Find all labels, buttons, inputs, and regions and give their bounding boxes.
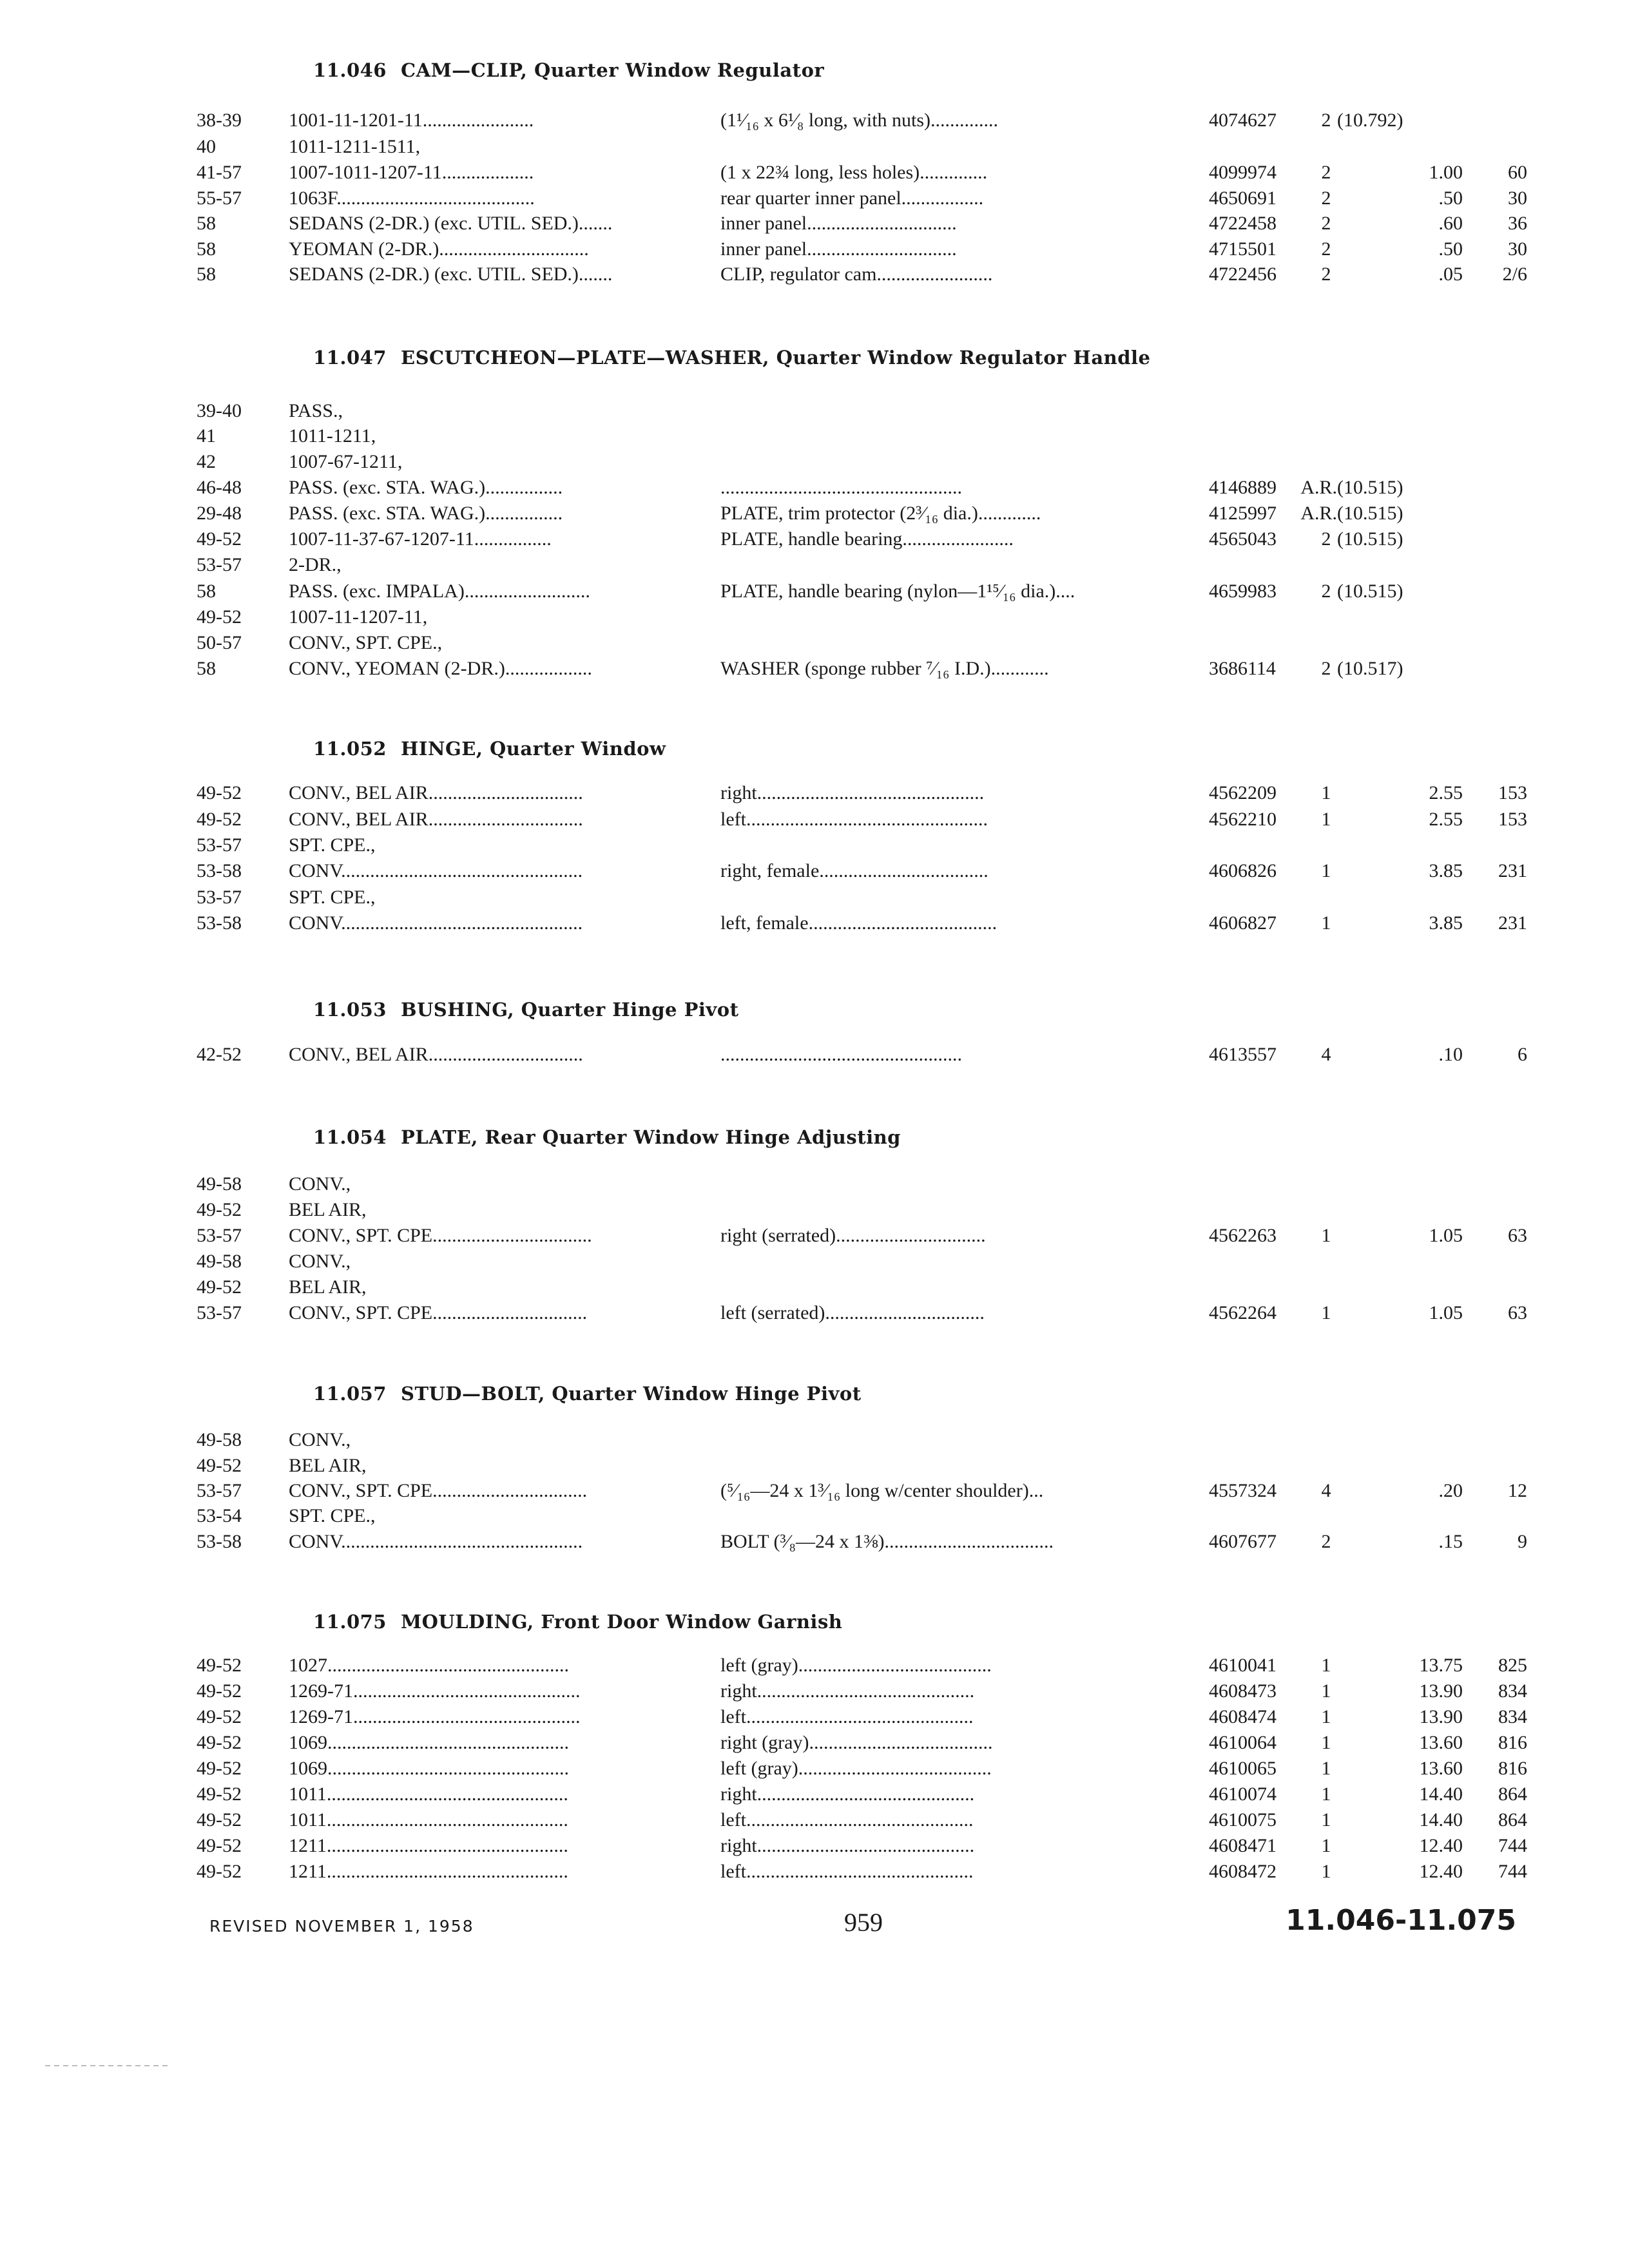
quantity-value: 1 [1321, 1835, 1331, 1856]
part-number: 4608471 [1209, 1835, 1277, 1856]
part-description: right, female................................... [720, 860, 988, 881]
section-heading [313, 1383, 862, 1405]
part-number: 4610075 [1209, 1809, 1277, 1831]
model-description: 1011-1211, [289, 425, 376, 447]
bulk-price: 825 [1498, 1655, 1527, 1676]
part-description: left (serrated)................................. [720, 1302, 985, 1323]
model-description: SPT. CPE., [289, 1505, 376, 1526]
catalog-row [0, 1782, 1629, 1807]
model-description: 1011-1211-1511, [289, 136, 421, 157]
model-description: CONV., SPT. CPE................................ [289, 1480, 588, 1501]
part-number: 4562264 [1209, 1302, 1277, 1323]
catalog-row [0, 1171, 1629, 1197]
quantity-value: 2 [1321, 187, 1331, 209]
list-price: 3.85 [1429, 860, 1463, 881]
model-year: 49-52 [197, 1732, 242, 1753]
section-number: 11.046 [313, 59, 387, 81]
model-year: 53-57 [197, 1225, 242, 1246]
model-year: 50-57 [197, 632, 242, 653]
catalog-row [0, 526, 1629, 552]
model-description: 1069.................................................. [289, 1758, 569, 1779]
section-heading [313, 1126, 901, 1148]
part-number: 4610041 [1209, 1655, 1277, 1676]
model-description: CONV.................................................. [289, 860, 583, 881]
model-year: 53-57 [197, 834, 242, 856]
model-description: 1007-11-1207-11, [289, 606, 428, 628]
section-range: 11.046-11.075 [1286, 1904, 1516, 1937]
part-number: 4613557 [1209, 1044, 1277, 1065]
catalog-row [0, 1274, 1629, 1300]
quantity-value: 1 [1321, 1225, 1331, 1246]
part-number: 4608472 [1209, 1861, 1277, 1882]
list-price: .10 [1438, 1044, 1463, 1065]
section-number: 11.057 [313, 1383, 387, 1405]
reference-group: (10.517) [1337, 658, 1403, 679]
part-number: 4607677 [1209, 1531, 1277, 1552]
catalog-row [0, 1756, 1629, 1782]
catalog-row [0, 1704, 1629, 1730]
model-description: PASS. (exc. STA. WAG.)................ [289, 477, 563, 498]
model-year: 58 [197, 658, 216, 679]
quantity-value: A.R. [1300, 503, 1338, 524]
quantity-value: 1 [1321, 782, 1331, 803]
catalog-row [0, 1300, 1629, 1326]
list-price: 14.40 [1419, 1783, 1463, 1805]
model-year: 49-52 [197, 1835, 242, 1856]
catalog-row [0, 630, 1629, 656]
catalog-row [0, 579, 1629, 604]
reference-group: (10.792) [1337, 110, 1403, 131]
catalog-row [0, 236, 1629, 262]
model-description: SPT. CPE., [289, 834, 376, 856]
part-description: right............................................... [720, 782, 985, 803]
model-year: 42 [197, 451, 216, 472]
part-description: BOLT (³⁄₈—24 x 1⅜)................................... [720, 1531, 1054, 1552]
model-description: CONV., SPT. CPE................................ [289, 1302, 588, 1323]
model-year: 46-48 [197, 477, 242, 498]
model-year: 38-39 [197, 110, 242, 131]
bulk-price: 30 [1508, 187, 1527, 209]
section-heading [313, 999, 739, 1021]
model-year: 53-57 [197, 1480, 242, 1501]
model-description: PASS. (exc. STA. WAG.)................ [289, 503, 563, 524]
catalog-row [0, 262, 1629, 287]
catalog-row [0, 1653, 1629, 1678]
model-description: SEDANS (2-DR.) (exc. UTIL. SED.)....... [289, 213, 613, 234]
list-price: 13.60 [1419, 1758, 1463, 1779]
list-price: 12.40 [1419, 1835, 1463, 1856]
revision-date: REVISED NOVEMBER 1, 1958 [209, 1917, 474, 1936]
model-description: 1069.................................................. [289, 1732, 569, 1753]
bulk-price: 834 [1498, 1680, 1527, 1702]
part-description: inner panel............................... [720, 213, 957, 234]
model-year: 49-52 [197, 1199, 242, 1220]
list-price: 2.55 [1429, 809, 1463, 830]
catalog-row [0, 475, 1629, 501]
bulk-price: 63 [1508, 1225, 1527, 1246]
bulk-price: 231 [1498, 860, 1527, 881]
list-price: 1.00 [1429, 162, 1463, 183]
model-year: 49-52 [197, 1758, 242, 1779]
model-year: 53-57 [197, 887, 242, 908]
model-year: 49-52 [197, 1706, 242, 1727]
model-description: PASS., [289, 400, 343, 421]
catalog-row [0, 449, 1629, 475]
model-year: 49-52 [197, 606, 242, 628]
quantity-value: 1 [1321, 912, 1331, 934]
model-description: CONV., SPT. CPE., [289, 632, 443, 653]
bulk-price: 744 [1498, 1861, 1527, 1882]
catalog-row [0, 1042, 1629, 1068]
model-description: 1211.................................................. [289, 1861, 568, 1882]
model-description: SPT. CPE., [289, 887, 376, 908]
model-year: 49-52 [197, 782, 242, 803]
catalog-row [0, 1249, 1629, 1274]
model-description: 1269-71............................................... [289, 1706, 581, 1727]
catalog-row [0, 780, 1629, 806]
model-description: 1007-67-1211, [289, 451, 403, 472]
part-description: PLATE, trim protector (2³⁄₁₆ dia.)............. [720, 503, 1041, 524]
model-year: 49-52 [197, 1655, 242, 1676]
model-description: 1211.................................................. [289, 1835, 568, 1856]
section-title: BUSHING, Quarter Hinge Pivot [401, 999, 739, 1021]
quantity-value: 2 [1321, 162, 1331, 183]
list-price: 1.05 [1429, 1225, 1463, 1246]
quantity-value: 1 [1321, 1732, 1331, 1753]
page-number: 959 [844, 1908, 883, 1937]
model-year: 53-54 [197, 1505, 242, 1526]
part-description: right............................................. [720, 1680, 975, 1702]
part-description: PLATE, handle bearing....................... [720, 528, 1014, 550]
list-price: 13.90 [1419, 1706, 1463, 1727]
part-description: (1¹⁄₁₆ x 6¹⁄₈ long, with nuts).............. [720, 110, 999, 131]
part-number: 4099974 [1209, 162, 1277, 183]
quantity-value: 4 [1321, 1480, 1331, 1501]
part-description: inner panel............................... [720, 238, 957, 260]
quantity-value: 1 [1321, 1809, 1331, 1831]
list-price: 2.55 [1429, 782, 1463, 803]
quantity-value: 1 [1321, 1758, 1331, 1779]
bulk-price: 9 [1518, 1531, 1527, 1552]
part-description: left (gray)........................................ [720, 1758, 992, 1779]
part-description: left............................................... [720, 1706, 974, 1727]
model-year: 49-52 [197, 809, 242, 830]
catalog-row [0, 1223, 1629, 1249]
list-price: .50 [1438, 187, 1463, 209]
part-description: .................................................. [720, 1044, 962, 1065]
part-description: left.................................................. [720, 809, 988, 830]
bulk-price: 816 [1498, 1732, 1527, 1753]
model-description: 1011.................................................. [289, 1783, 568, 1805]
model-year: 41-57 [197, 162, 242, 183]
bulk-price: 63 [1508, 1302, 1527, 1323]
model-year: 42-52 [197, 1044, 242, 1065]
catalog-row [0, 656, 1629, 682]
catalog-row [0, 552, 1629, 578]
quantity-value: 1 [1321, 860, 1331, 881]
section-title: CAM—CLIP, Quarter Window Regulator [401, 59, 825, 81]
part-description: WASHER (sponge rubber ⁷⁄₁₆ I.D.)............ [720, 658, 1049, 679]
quantity-value: 2 [1321, 528, 1331, 550]
section-title: MOULDING, Front Door Window Garnish [401, 1611, 843, 1633]
catalog-row [0, 910, 1629, 936]
quantity-value: A.R. [1300, 477, 1338, 498]
model-year: 39-40 [197, 400, 242, 421]
bulk-price: 864 [1498, 1809, 1527, 1831]
part-description: .................................................. [720, 477, 962, 498]
model-year: 53-58 [197, 912, 242, 934]
bulk-price: 2/6 [1502, 264, 1527, 285]
list-price: 12.40 [1419, 1861, 1463, 1882]
part-description: left, female....................................... [720, 912, 998, 934]
reference-group: (10.515) [1337, 503, 1403, 524]
model-year: 40 [197, 136, 216, 157]
quantity-value: 1 [1321, 1861, 1331, 1882]
section-number: 11.075 [313, 1611, 387, 1633]
section-title: HINGE, Quarter Window [401, 738, 666, 760]
catalog-row [0, 398, 1629, 424]
bulk-price: 30 [1508, 238, 1527, 260]
bulk-price: 834 [1498, 1706, 1527, 1727]
model-description: 1007-11-37-67-1207-11................ [289, 528, 552, 550]
quantity-value: 1 [1321, 1706, 1331, 1727]
reference-group: (10.515) [1337, 477, 1403, 498]
catalog-row [0, 160, 1629, 186]
section-heading [313, 738, 666, 760]
part-number: 4608474 [1209, 1706, 1277, 1727]
model-description: CONV.................................................. [289, 912, 583, 934]
section-number: 11.047 [313, 347, 387, 369]
catalog-row [0, 501, 1629, 526]
part-number: 4608473 [1209, 1680, 1277, 1702]
catalog-row [0, 1833, 1629, 1859]
catalog-row [0, 1197, 1629, 1223]
section-title: PLATE, Rear Quarter Window Hinge Adjusting [401, 1126, 901, 1148]
list-price: 3.85 [1429, 912, 1463, 934]
model-description: 1027.................................................. [289, 1655, 569, 1676]
part-number: 4125997 [1209, 503, 1277, 524]
quantity-value: 2 [1321, 238, 1331, 260]
part-description: CLIP, regulator cam........................ [720, 264, 993, 285]
model-description: CONV., BEL AIR................................ [289, 782, 583, 803]
part-number: 4715501 [1209, 238, 1277, 260]
section-title: STUD—BOLT, Quarter Window Hinge Pivot [401, 1383, 862, 1405]
section-number: 11.052 [313, 738, 387, 760]
model-description: CONV., [289, 1173, 351, 1195]
catalog-row [0, 211, 1629, 236]
model-year: 49-52 [197, 1455, 242, 1476]
section-number: 11.053 [313, 999, 387, 1021]
part-number: 4146889 [1209, 477, 1277, 498]
model-description: CONV., BEL AIR................................ [289, 809, 583, 830]
list-price: .15 [1438, 1531, 1463, 1552]
quantity-value: 1 [1321, 1783, 1331, 1805]
catalog-row [0, 807, 1629, 832]
section-heading [313, 59, 824, 81]
part-description: right............................................. [720, 1835, 975, 1856]
bulk-price: 744 [1498, 1835, 1527, 1856]
model-description: BEL AIR, [289, 1455, 367, 1476]
catalog-row [0, 1859, 1629, 1885]
model-description: BEL AIR, [289, 1276, 367, 1298]
catalog-row [0, 1730, 1629, 1756]
part-number: 4610074 [1209, 1783, 1277, 1805]
part-number: 4606826 [1209, 860, 1277, 881]
section-title: ESCUTCHEON—PLATE—WASHER, Quarter Window Regulator Handle [401, 347, 1151, 369]
part-description: right (serrated)............................... [720, 1225, 986, 1246]
part-number: 4722456 [1209, 264, 1277, 285]
quantity-value: 2 [1321, 1531, 1331, 1552]
catalog-row [0, 1478, 1629, 1504]
model-year: 41 [197, 425, 216, 447]
section-number: 11.054 [313, 1126, 387, 1148]
quantity-value: 2 [1321, 264, 1331, 285]
list-price: 13.60 [1419, 1732, 1463, 1753]
bulk-price: 12 [1508, 1480, 1527, 1501]
bulk-price: 231 [1498, 912, 1527, 934]
model-description: CONV., YEOMAN (2-DR.).................. [289, 658, 592, 679]
quantity-value: 2 [1321, 213, 1331, 234]
part-number: 4606827 [1209, 912, 1277, 934]
part-number: 4562210 [1209, 809, 1277, 830]
catalog-row [0, 1529, 1629, 1555]
part-description: PLATE, handle bearing (nylon—1¹⁵⁄₁₆ dia.).... [720, 581, 1075, 602]
quantity-value: 1 [1321, 1655, 1331, 1676]
model-year: 58 [197, 264, 216, 285]
model-description: YEOMAN (2-DR.)............................... [289, 238, 589, 260]
catalog-row [0, 1678, 1629, 1704]
model-year: 55-57 [197, 187, 242, 209]
part-number: 4565043 [1209, 528, 1277, 550]
part-description: left (gray)........................................ [720, 1655, 992, 1676]
model-year: 49-58 [197, 1173, 242, 1195]
model-year: 53-58 [197, 860, 242, 881]
model-description: CONV., [289, 1251, 351, 1272]
catalog-row [0, 423, 1629, 449]
bulk-price: 864 [1498, 1783, 1527, 1805]
section-heading [313, 347, 1150, 369]
catalog-row [0, 134, 1629, 160]
catalog-row [0, 108, 1629, 133]
part-number: 4610064 [1209, 1732, 1277, 1753]
bulk-price: 36 [1508, 213, 1527, 234]
quantity-value: 2 [1321, 658, 1331, 679]
model-year: 53-57 [197, 554, 242, 575]
list-price: 1.05 [1429, 1302, 1463, 1323]
bulk-price: 60 [1508, 162, 1527, 183]
bulk-price: 6 [1518, 1044, 1527, 1065]
bulk-price: 153 [1498, 809, 1527, 830]
part-description: right (gray)...................................... [720, 1732, 993, 1753]
model-description: 1269-71............................................... [289, 1680, 581, 1702]
model-description: BEL AIR, [289, 1199, 367, 1220]
model-year: 49-58 [197, 1429, 242, 1450]
quantity-value: 2 [1321, 581, 1331, 602]
model-year: 58 [197, 213, 216, 234]
model-description: CONV., SPT. CPE................................. [289, 1225, 592, 1246]
list-price: 13.75 [1419, 1655, 1463, 1676]
model-year: 49-52 [197, 1809, 242, 1831]
part-number: 4557324 [1209, 1480, 1277, 1501]
model-year: 49-58 [197, 1251, 242, 1272]
list-price: 13.90 [1419, 1680, 1463, 1702]
catalog-row [0, 1503, 1629, 1529]
part-number: 4074627 [1209, 110, 1277, 131]
model-description: CONV.................................................. [289, 1531, 583, 1552]
part-number: 4650691 [1209, 187, 1277, 209]
catalog-row [0, 858, 1629, 884]
scan-mark [45, 2065, 171, 2066]
model-description: 1063F......................................... [289, 187, 535, 209]
section-heading [313, 1611, 842, 1633]
bulk-price: 153 [1498, 782, 1527, 803]
model-description: SEDANS (2-DR.) (exc. UTIL. SED.)....... [289, 264, 613, 285]
part-number: 3686114 [1209, 658, 1276, 679]
part-description: rear quarter inner panel................. [720, 187, 984, 209]
list-price: .50 [1438, 238, 1463, 260]
list-price: .05 [1438, 264, 1463, 285]
catalog-row [0, 1807, 1629, 1833]
catalog-row [0, 1453, 1629, 1479]
model-year: 58 [197, 581, 216, 602]
part-description: right............................................. [720, 1783, 975, 1805]
part-description: left............................................... [720, 1809, 974, 1831]
model-year: 49-52 [197, 1783, 242, 1805]
model-description: 1011.................................................. [289, 1809, 568, 1831]
quantity-value: 1 [1321, 809, 1331, 830]
part-number: 4659983 [1209, 581, 1277, 602]
model-year: 49-52 [197, 1276, 242, 1298]
model-year: 49-52 [197, 1861, 242, 1882]
model-year: 29-48 [197, 503, 242, 524]
model-year: 49-52 [197, 528, 242, 550]
catalog-row [0, 604, 1629, 630]
part-number: 4722458 [1209, 213, 1277, 234]
model-description: PASS. (exc. IMPALA).......................... [289, 581, 590, 602]
quantity-value: 2 [1321, 110, 1331, 131]
part-description: (1 x 22¾ long, less holes).............. [720, 162, 988, 183]
list-price: .60 [1438, 213, 1463, 234]
part-number: 4610065 [1209, 1758, 1277, 1779]
list-price: .20 [1438, 1480, 1463, 1501]
list-price: 14.40 [1419, 1809, 1463, 1831]
bulk-price: 816 [1498, 1758, 1527, 1779]
catalog-row [0, 1427, 1629, 1453]
catalog-row [0, 186, 1629, 211]
model-year: 53-58 [197, 1531, 242, 1552]
model-description: CONV., [289, 1429, 351, 1450]
catalog-row [0, 832, 1629, 858]
catalog-row [0, 885, 1629, 910]
quantity-value: 1 [1321, 1302, 1331, 1323]
model-year: 53-57 [197, 1302, 242, 1323]
model-description: 1007-1011-1207-11................... [289, 162, 534, 183]
model-description: 1001-11-1201-11....................... [289, 110, 534, 131]
part-description: left............................................... [720, 1861, 974, 1882]
part-number: 4562263 [1209, 1225, 1277, 1246]
model-description: 2-DR., [289, 554, 342, 575]
quantity-value: 4 [1321, 1044, 1331, 1065]
model-description: CONV., BEL AIR................................ [289, 1044, 583, 1065]
reference-group: (10.515) [1337, 581, 1403, 602]
quantity-value: 1 [1321, 1680, 1331, 1702]
model-year: 49-52 [197, 1680, 242, 1702]
model-year: 58 [197, 238, 216, 260]
reference-group: (10.515) [1337, 528, 1403, 550]
part-description: (⁵⁄₁₆—24 x 1³⁄₁₆ long w/center shoulder)... [720, 1480, 1044, 1501]
part-number: 4562209 [1209, 782, 1277, 803]
